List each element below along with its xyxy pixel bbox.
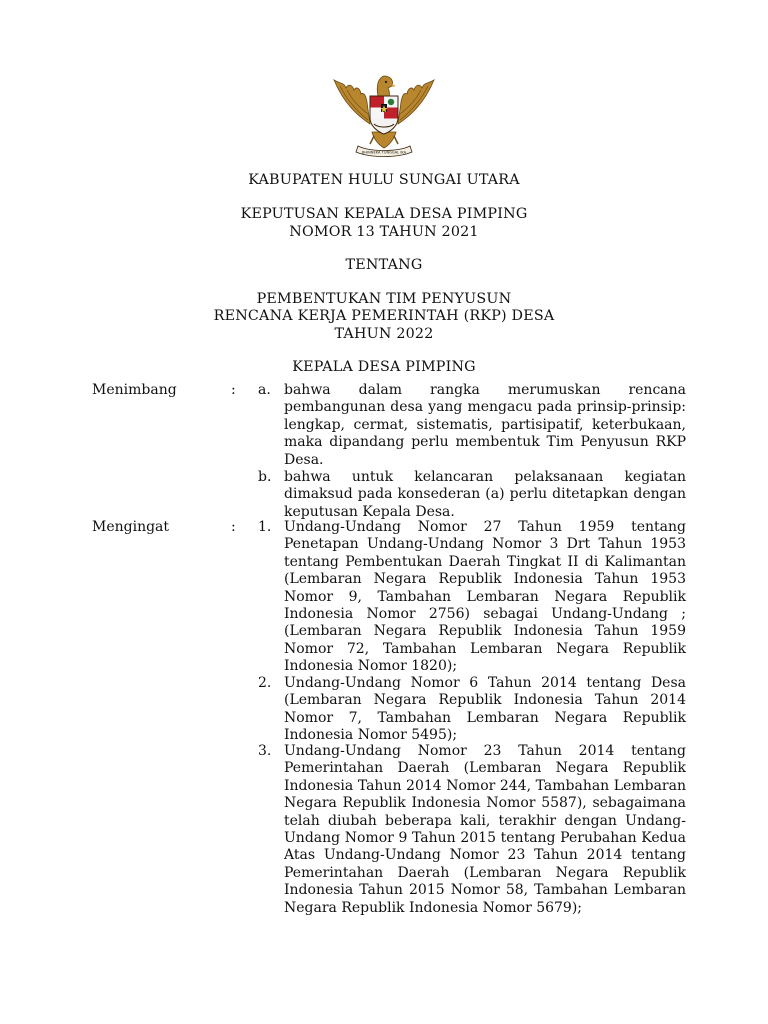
subject-line-3: TAHUN 2022 [334,326,434,342]
section-colon: : [231,382,236,398]
item-marker: 3. [258,743,272,759]
list-item [258,519,686,676]
official-title: KEPALA DESA PIMPING [292,359,476,375]
item-marker: a. [258,382,271,398]
item-text: bahwa dalam rangka merumuskan rencana pembangunan desa yang mengacu pada prinsip-prinsip: lengkap, cermat, sistematis, partisipatif, keterbukaan, maka dipandang perlu membentuk Tim Penyusun RKP Desa. [284,382,686,468]
section-colon: : [231,519,236,535]
item-text: bahwa untuk kelancaran pelaksanaan kegiatan dimaksud pada konsederan (a) perlu ditetapkan dengan keputusan Kepala Desa. [284,469,686,520]
list-item [258,469,686,521]
list-item [258,743,686,917]
section-label-mengingat: Mengingat [92,519,170,535]
about-label: TENTANG [345,257,423,273]
item-text: Undang-Undang Nomor 27 Tahun 1959 tentang Penetapan Undang-Undang Nomor 3 Drt Tahun 1953 tentang Pembentukan Daerah Tingkat II di Kalimantan (Lembaran Negara Republik Indonesia Tahun 1953 Nomor 9, Tambahan Lembaran Negara Republik Indonesia Nomor 2756) sebagai Undang-Undang ; (Lembaran Negara Republik Indonesia Tahun 1959 Nomor 72, Tambahan Lembaran Negara Republik Indonesia Nomor 1820); [284,519,686,675]
item-marker: b. [258,469,272,485]
decree-title: KEPUTUSAN KEPALA DESA PIMPING [240,206,528,222]
emblem-motto: BHINNEKA TUNGGAL IKA [361,150,407,155]
item-text: Undang-Undang Nomor 6 Tahun 2014 tentang Desa (Lembaran Negara Republik Indonesia Tahun 2014 Nomor 7, Tambahan Lembaran Negara Republik Indonesia Nomor 5495); [284,675,686,744]
decree-number: NOMOR 13 TAHUN 2021 [289,224,479,240]
item-marker: 2. [258,675,272,691]
garuda-emblem [330,66,438,162]
subject-line-2: RENCANA KERJA PEMERINTAH (RKP) DESA [213,308,555,324]
list-item [258,382,686,469]
subject-line-1: PEMBENTUKAN TIM PENYUSUN [256,291,512,307]
list-item [258,675,686,745]
section-label-menimbang: Menimbang [92,382,177,398]
item-text: Undang-Undang Nomor 23 Tahun 2014 tentang Pemerintahan Daerah (Lembaran Negara Republik Indonesia Tahun 2014 Nomor 244, Tambahan Lembaran Negara Republik Indonesia Nomor 5587), sebagaimana telah diubah beberapa kali, terakhir dengan Undang- Undang Nomor 9 Tahun 2015 tentang Perubahan Kedua Atas Undang-Undang Nomor 23 Tahun 2014 tentang Pemerintahan Daerah (Lembaran Negara Republik Indonesia Tahun 2015 Nomor 58, Tambahan Lembaran Negara Republik Indonesia Nomor 5679); [284,743,686,916]
item-marker: 1. [258,519,272,535]
regency-name: KABUPATEN HULU SUNGAI UTARA [248,172,520,188]
